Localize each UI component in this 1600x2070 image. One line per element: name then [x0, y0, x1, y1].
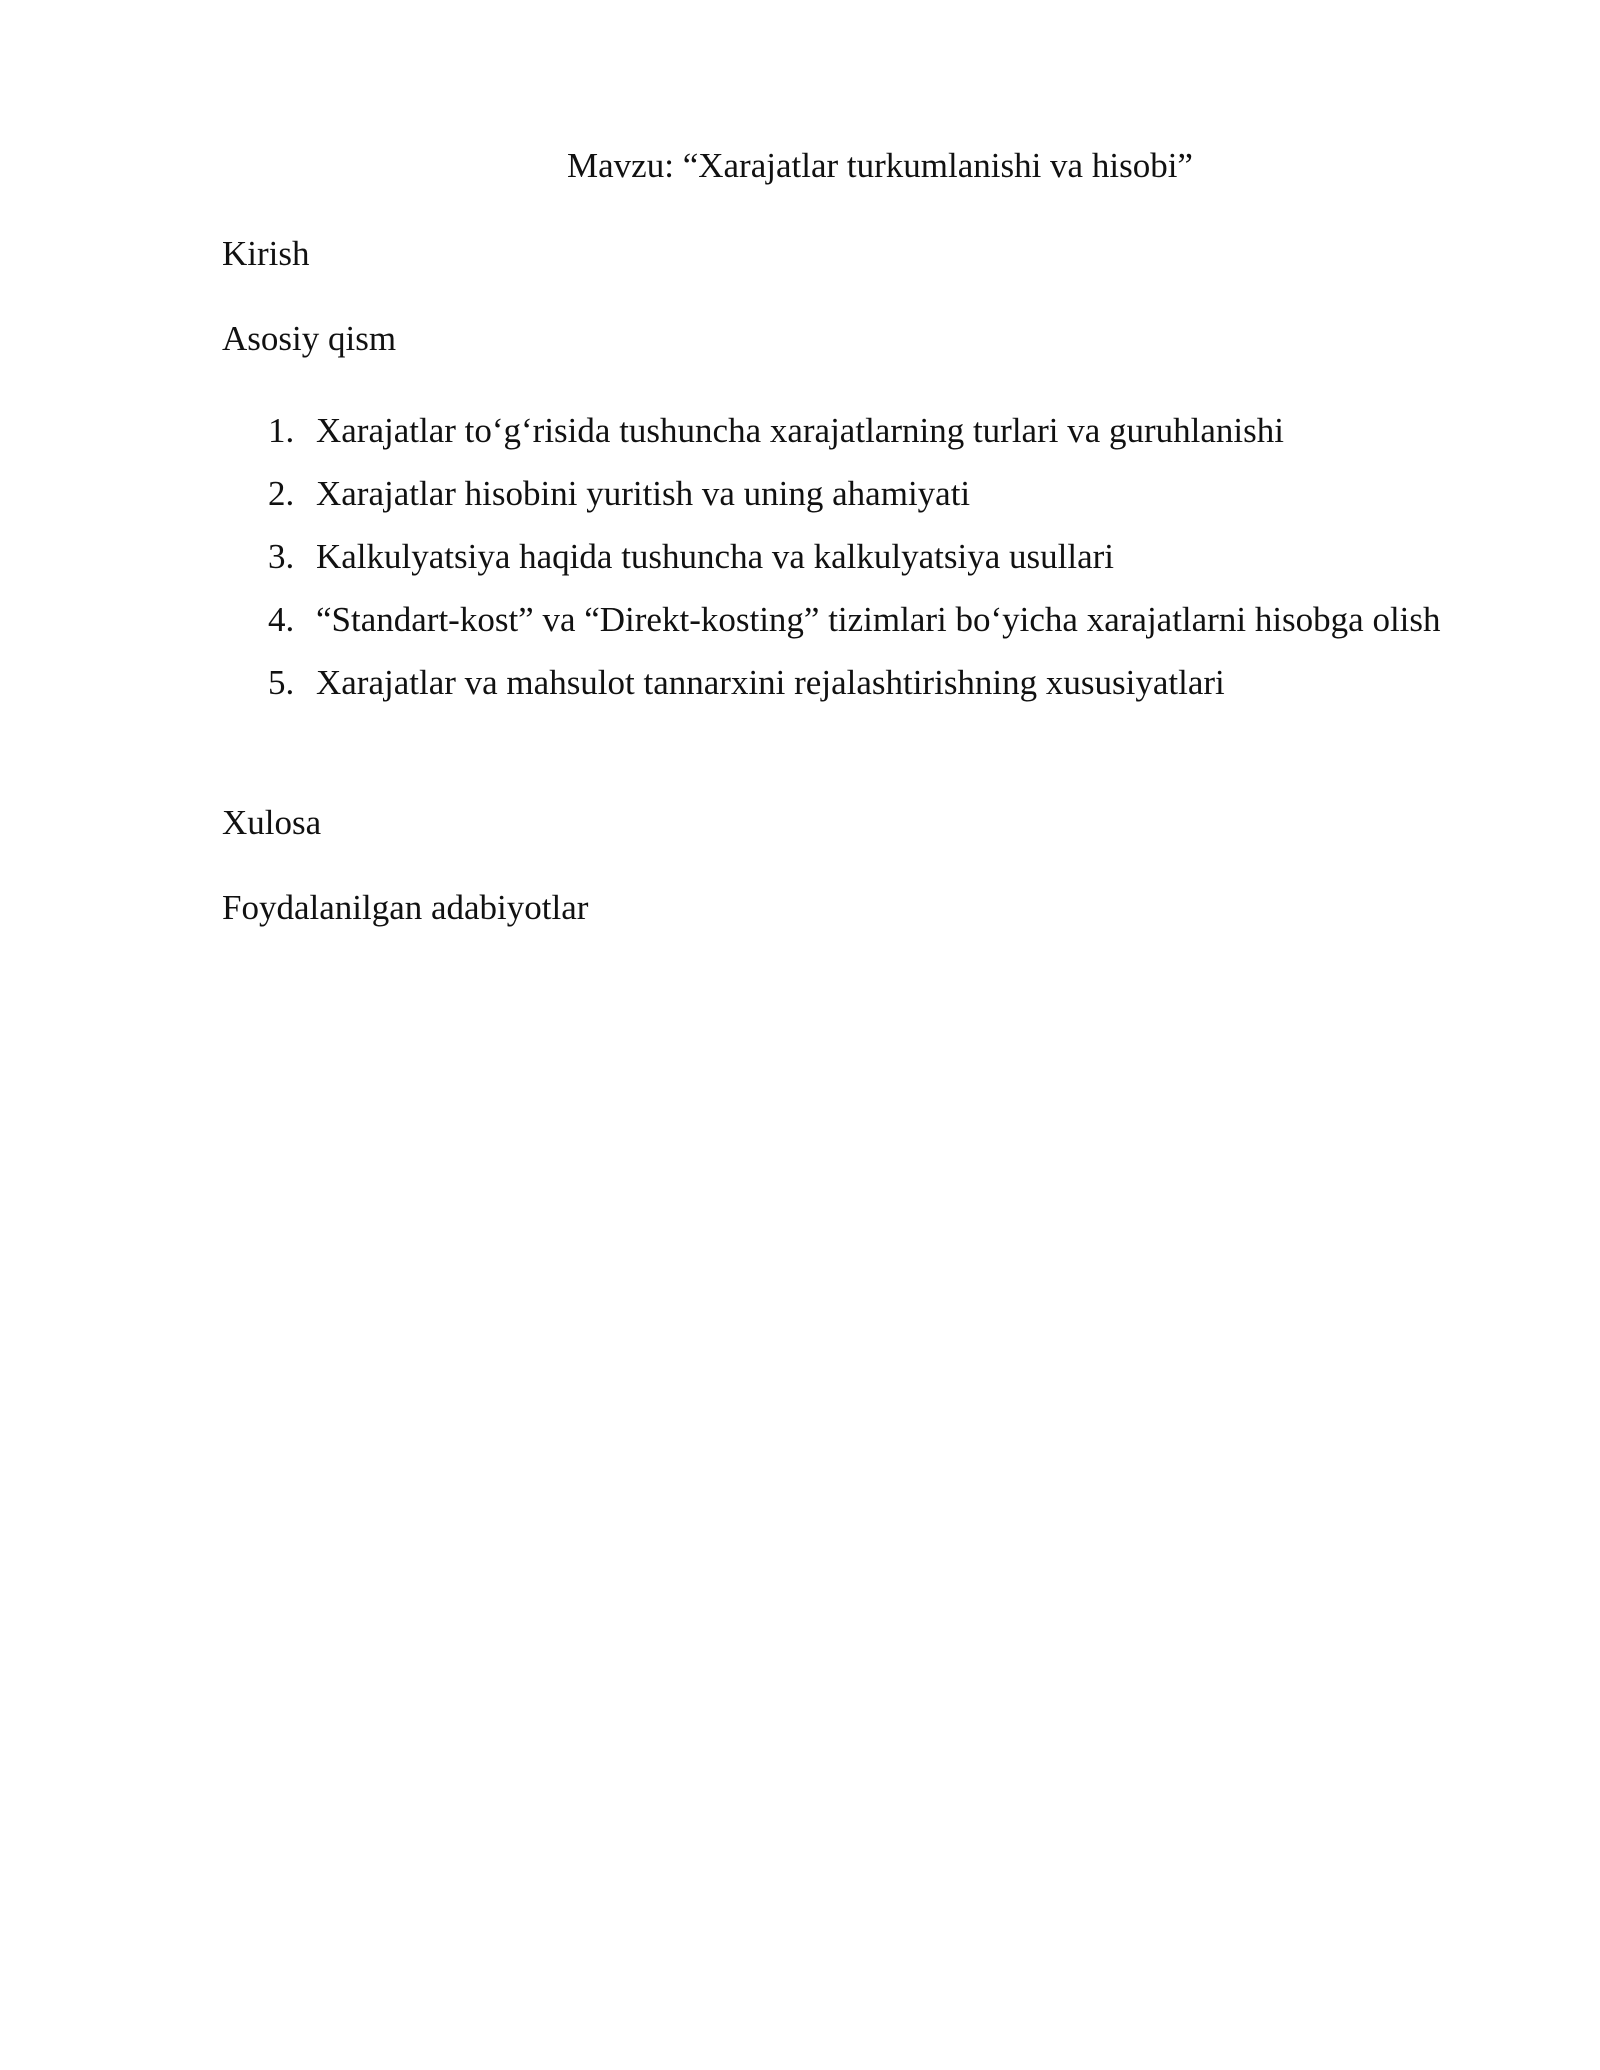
list-item [222, 399, 1488, 462]
list-item-number: 2. [268, 474, 295, 513]
list-item [222, 588, 1488, 651]
list-item-text: “Standart-kost” va “Direkt-kosting” tizimlari bo‘yicha xarajatlarni hisobga olish [316, 600, 1441, 639]
list-item-number: 1. [268, 411, 295, 450]
list-item-text: Xarajatlar to‘g‘risida tushuncha xarajatlarning turlari va guruhlanishi [316, 411, 1284, 450]
section-intro: Kirish [222, 234, 310, 273]
list-item-text: Xarajatlar hisobini yuritish va uning ahamiyati [316, 474, 971, 513]
list-item-number: 4. [268, 600, 295, 639]
document-title: Mavzu: “Xarajatlar turkumlanishi va hisobi” [567, 146, 1193, 185]
section-main: Asosiy qism [222, 319, 397, 358]
list-item [222, 651, 1488, 714]
list-item [222, 525, 1488, 588]
list-item-number: 3. [268, 537, 295, 576]
list-item [222, 462, 1488, 525]
list-item-text: Xarajatlar va mahsulot tannarxini rejalashtirishning xususiyatlari [316, 663, 1225, 702]
list-item-number: 5. [268, 663, 295, 702]
table-of-contents-list [222, 399, 1488, 714]
section-references: Foydalanilgan adabiyotlar [222, 888, 589, 927]
list-item-text: Kalkulyatsiya haqida tushuncha va kalkulyatsiya usullari [316, 537, 1114, 576]
section-conclusion: Xulosa [222, 803, 322, 842]
